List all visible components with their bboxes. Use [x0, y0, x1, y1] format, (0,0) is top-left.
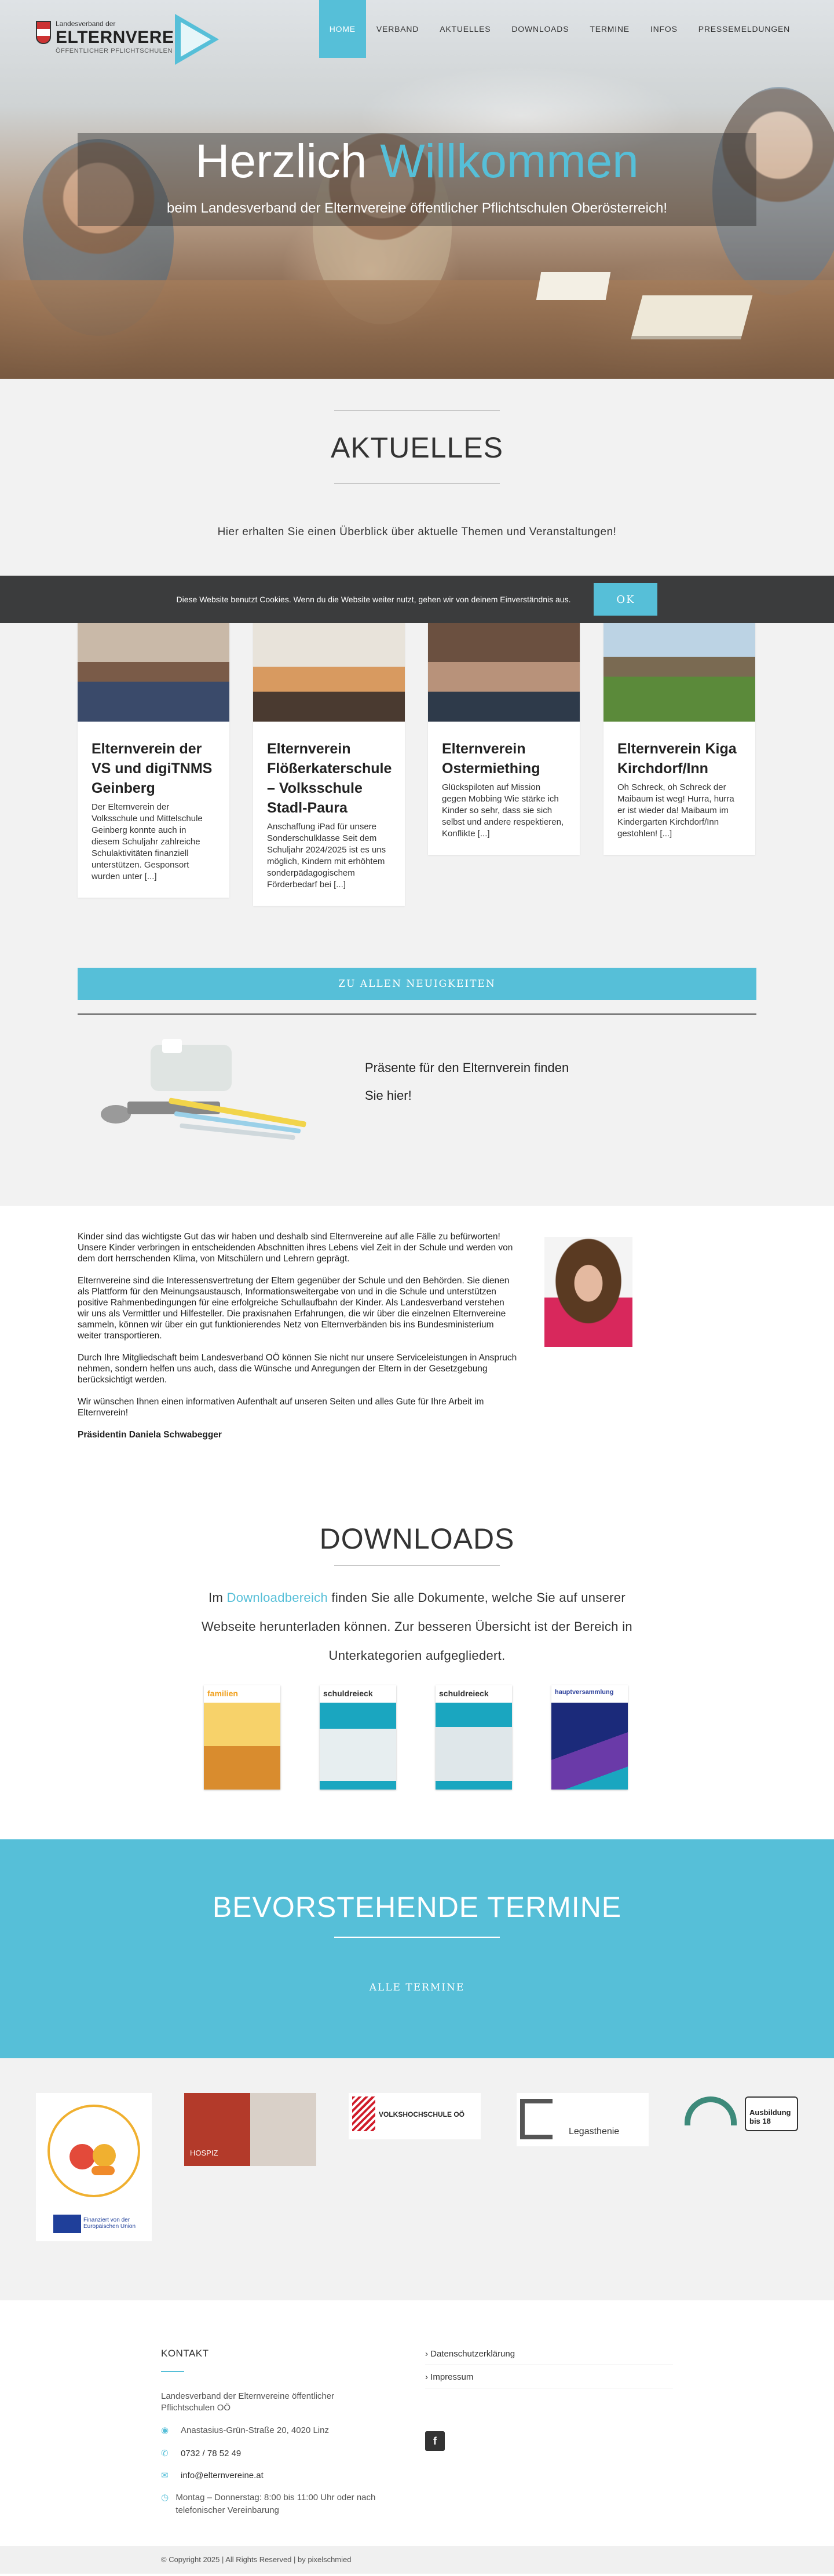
- copyright-text: © Copyright 2025 | All Rights Reserved | by pixelschmied: [161, 2555, 352, 2564]
- news-card-excerpt: Glückspiloten auf Mission gegen Mobbing Wie stärke ich Kinder so sehr, dass sie sich selbst und andere respektieren, Konflikte [...]: [442, 782, 564, 839]
- partners-section: [0, 2058, 834, 2300]
- partner-caption: VOLKSHOCHSCHULE OÖ: [379, 2110, 465, 2118]
- footer-address-text: Anastasius-Grün-Straße 20, 4020 Linz: [181, 2425, 329, 2435]
- welcome-paragraph: Elternvereine sind die Interessensvertretung der Eltern gegenüber der Schule und den Behörden. Sie dienen als Plattform für den Meinungsaustausch, Informationsweitergabe von und in die Schule und unterstützen positive Rahmenbedingungen für eine erfolgreiche Schullaufbahn der Kinder. Als Landesverband verstehen wir uns als Vermittler und Hilfesteller. Die praxisnahen Erfahrungen, die wir über die einzelnen Elternvereine sammeln, können wir über ein gut funktionierendes Netz von Elternverbänden bis ins Bundesministerium weiter transportieren.: [78, 1276, 510, 1341]
- footer-phone: [161, 2447, 241, 2460]
- partner-caption: Finanziert von der Europäischen Union: [83, 2217, 136, 2230]
- nav-item-infos[interactable]: INFOS: [650, 24, 678, 34]
- hero-photo-book: [632, 295, 753, 336]
- news-card-title[interactable]: Elternverein Kiga Kirchdorf/Inn: [617, 741, 737, 777]
- hero-title-accent: Willkommen: [380, 135, 639, 188]
- news-card[interactable]: [253, 622, 405, 906]
- gifts-link-text[interactable]: Präsente für den Elternverein finden Sie hier!: [365, 1060, 569, 1103]
- site-logo[interactable]: [36, 14, 221, 63]
- partner-logo-eu-school[interactable]: [36, 2093, 152, 2241]
- map-pin-icon: ◉: [161, 2425, 169, 2435]
- news-card-excerpt: Oh Schreck, oh Schreck der Maibaum ist weg! Hurra, hurra er ist wieder da! Maibaum im Kindergarten Kirchdorf/Inn gestohlen! [...]: [617, 782, 734, 839]
- footer-email: [161, 2469, 264, 2482]
- copyright-bar: [0, 2546, 834, 2574]
- section-divider: [334, 1937, 500, 1938]
- events-section: [0, 1839, 834, 2058]
- events-title: BEVORSTEHENDE TERMINE: [212, 1891, 622, 1923]
- cookie-text: Diese Website benutzt Cookies. Wenn du die Website weiter nutzt, gehen wir von deinem Einverständnis aus.: [176, 595, 571, 604]
- downloads-link[interactable]: Downloadbereich: [226, 1590, 328, 1605]
- cookie-ok-button[interactable]: OK: [594, 583, 657, 616]
- play-triangle-icon: [175, 14, 219, 65]
- news-card-title[interactable]: Elternverein Flößerkaterschule – Volksschule Stadl-Paura: [267, 741, 392, 816]
- cover-name: hauptversammlung: [555, 1689, 614, 1696]
- footer-hours: [161, 2491, 404, 2517]
- downloads-section: [0, 1510, 834, 1839]
- downloads-text: [191, 1583, 643, 1670]
- download-cover[interactable]: [204, 1685, 280, 1790]
- news-card[interactable]: [603, 622, 755, 855]
- aktuelles-title: AKTUELLES: [330, 431, 503, 464]
- hero-photo-book: [536, 272, 610, 300]
- section-divider: [334, 410, 500, 411]
- nav-item-verband[interactable]: VERBAND: [376, 24, 419, 34]
- nav-item-home[interactable]: HOME: [319, 0, 366, 58]
- logo-line-2: ELTERNVEREINE: [56, 28, 204, 47]
- partner-logo-hospiz[interactable]: [184, 2093, 316, 2166]
- hero-title: [78, 134, 756, 189]
- cover-name: schuldreieck: [439, 1689, 489, 1698]
- news-grid: [78, 622, 756, 946]
- nav-item-termine[interactable]: TERMINE: [590, 24, 630, 34]
- section-divider: [334, 1565, 500, 1566]
- download-covers: [204, 1685, 632, 1790]
- nav-item-aktuelles[interactable]: AKTUELLES: [440, 24, 491, 34]
- news-card-image[interactable]: [428, 622, 580, 722]
- partner-caption: Legasthenie: [569, 2127, 620, 2136]
- partner-logo-legasthenie[interactable]: [517, 2093, 649, 2146]
- footer-link-label: Datenschutzerklärung: [430, 2349, 515, 2359]
- logo-line-3: ÖFFENTLICHER PFLICHTSCHULEN: [56, 47, 173, 54]
- footer-address: [161, 2424, 329, 2437]
- partner-logo-vhs[interactable]: [349, 2093, 481, 2139]
- cookie-banner: [0, 576, 834, 623]
- downloads-text-part: finden Sie alle Dokumente, welche Sie auf unserer Webseite herunterladen können. Zur besseren Übersicht ist der Bereich in Unterkategorien aufgegliedert.: [202, 1590, 632, 1663]
- news-card-image[interactable]: [603, 622, 755, 722]
- legasthenie-logo-icon: [520, 2099, 553, 2139]
- downloads-title: DOWNLOADS: [319, 1523, 515, 1555]
- site-footer: [0, 2300, 834, 2546]
- all-events-button[interactable]: ALLE TERMINE: [359, 1974, 475, 2001]
- president-portrait: [544, 1237, 632, 1347]
- hero-title-part: Herzlich: [195, 135, 381, 188]
- welcome-section: [0, 1206, 834, 1510]
- nav-item-pressemeldungen[interactable]: PRESSEMELDUNGEN: [698, 24, 790, 34]
- welcome-text: [78, 1231, 518, 1451]
- president-signature: Präsidentin Daniela Schwabegger: [78, 1430, 222, 1440]
- main-navigation: [319, 0, 800, 58]
- news-card[interactable]: [78, 622, 229, 898]
- footer-heading: KONTAKT: [161, 2348, 209, 2359]
- welcome-paragraph: Wir wünschen Ihnen einen informativen Aufenthalt auf unseren Seiten und alles Gute für Ihre Arbeit im Elternverein!: [78, 1397, 484, 1418]
- news-card-title[interactable]: Elternverein Ostermiething: [442, 741, 540, 777]
- aktuelles-section: [0, 379, 834, 1206]
- all-news-button[interactable]: ZU ALLEN NEUIGKEITEN: [78, 968, 756, 1000]
- downloads-text-part: Im: [209, 1590, 227, 1605]
- cover-name: schuldreieck: [323, 1689, 373, 1698]
- footer-link-impressum[interactable]: › Impressum: [425, 2372, 673, 2388]
- welcome-paragraph: Durch Ihre Mitgliedschaft beim Landesverband OÖ können Sie nicht nur unsere Serviceleistungen in Anspruch nehmen, sondern helfen uns auch, dass die Wünsche und Anregungen der Eltern in der Gesetzgebung berücksichtigt werden.: [78, 1353, 517, 1385]
- aktuelles-intro: Hier erhalten Sie einen Überblick über aktuelle Themen und Veranstaltungen!: [217, 526, 617, 538]
- news-card-image[interactable]: [78, 622, 229, 722]
- news-card-excerpt: Der Elternverein der Volksschule und Mittelschule Geinberg konnte auch in diesem Schuljahr zahlreiche Schulaktivitäten finanziell unterstützen. Gesponsort wurden unter [...]: [92, 802, 203, 881]
- partner-caption: HOSPIZ: [190, 2149, 218, 2157]
- hero-section: [0, 0, 834, 379]
- news-card-title[interactable]: Elternverein der VS und digiTNMS Geinberg: [92, 741, 213, 796]
- news-card-image[interactable]: [253, 622, 405, 722]
- ausbildung-logo-icon: [685, 2096, 737, 2125]
- coat-of-arms-icon: [36, 21, 51, 44]
- section-divider: [334, 483, 500, 484]
- footer-link-datenschutz[interactable]: › Datenschutzerklärung: [425, 2349, 673, 2365]
- hero-caption: [78, 133, 756, 226]
- partner-caption: Ausbildung bis 18: [745, 2096, 798, 2131]
- nav-item-downloads[interactable]: DOWNLOADS: [511, 24, 569, 34]
- partner-logo-ausbildung[interactable]: [682, 2093, 798, 2142]
- download-cover[interactable]: [551, 1685, 628, 1790]
- hero-subtitle: beim Landesverband der Elternvereine öffentlicher Pflichtschulen Oberösterreich!: [166, 200, 668, 216]
- news-card[interactable]: [428, 622, 580, 855]
- gift-products-image[interactable]: [87, 1033, 324, 1161]
- footer-divider: [161, 2371, 184, 2372]
- envelope-icon: ✉: [161, 2471, 169, 2480]
- phone-icon: ✆: [161, 2449, 169, 2458]
- footer-hours-text: Montag – Donnerstag: 8:00 bis 11:00 Uhr oder nach telefonischer Vereinbarung: [175, 2493, 376, 2515]
- section-divider: [78, 1013, 756, 1015]
- footer-organization: Landesverband der Elternvereine öffentlicher Pflichtschulen OÖ: [161, 2391, 335, 2413]
- vhs-logo-icon: [352, 2096, 375, 2131]
- footer-phone-text[interactable]: 0732 / 78 52 49: [181, 2449, 242, 2458]
- welcome-paragraph: Kinder sind das wichtigste Gut das wir haben und deshalb sind Elternvereine auf alle Fälle zu befürworten! Unsere Kinder verbringen in entscheidenden Abschnitten ihres Lebens viel Zeit in der Schule und werden von dem dort herrschenden Klima, von Mitschülern und Lehrern geprägt.: [78, 1232, 513, 1264]
- download-cover[interactable]: [436, 1685, 512, 1790]
- facebook-icon[interactable]: f: [425, 2431, 445, 2451]
- footer-email-link[interactable]: info@elternvereine.at: [181, 2471, 264, 2480]
- download-cover[interactable]: [320, 1685, 396, 1790]
- cover-name: familien: [207, 1689, 238, 1698]
- news-card-excerpt: Anschaffung iPad für unsere Sonderschulklasse Seit dem Schuljahr 2024/2025 ist es uns möglich, Kindern mit erhöhtem sonderpädagogischem Förderbedarf bei [...]: [267, 822, 386, 890]
- site-header: [0, 0, 834, 58]
- clock-icon: ◷: [161, 2493, 169, 2502]
- footer-link-label: Impressum: [430, 2372, 474, 2382]
- logo-line-1: Landesverband der: [56, 20, 116, 28]
